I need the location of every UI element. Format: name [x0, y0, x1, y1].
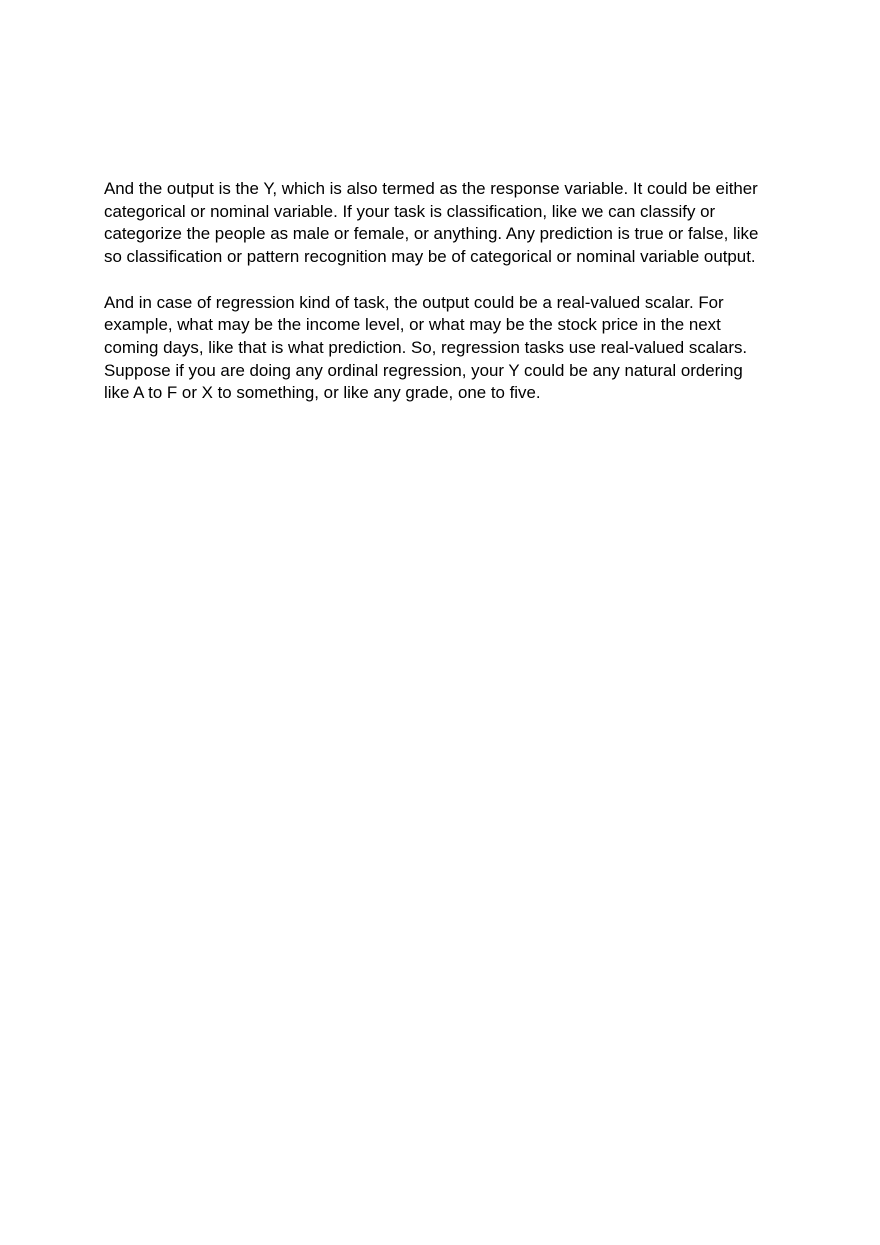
text-line: coming days, like that is what prediction. So, regression tasks use real-valued scalars.: [104, 337, 748, 357]
text-line: categorical or nominal variable. If your task is classification, like we can classify or: [104, 201, 716, 221]
text-line: Suppose if you are doing any ordinal regression, your Y could be any natural ordering: [104, 360, 743, 380]
paragraph-output-classification: [104, 178, 784, 269]
text-line: so classification or pattern recognition may be of categorical or nominal variable output.: [104, 247, 756, 267]
text-line: And in case of regression kind of task, the output could be a real-valued scalar. For: [104, 292, 724, 312]
paragraph-regression-output: [104, 292, 784, 406]
text-line: And the output is the Y, which is also termed as the response variable. It could be either: [104, 179, 758, 198]
text-line: categorize the people as male or female, or anything. Any prediction is true or false, like: [104, 224, 759, 244]
text-line: like A to F or X to something, or like any grade, one to five.: [104, 383, 541, 403]
document-body: [104, 178, 784, 405]
text-line: example, what may be the income level, or what may be the stock price in the next: [104, 315, 721, 335]
